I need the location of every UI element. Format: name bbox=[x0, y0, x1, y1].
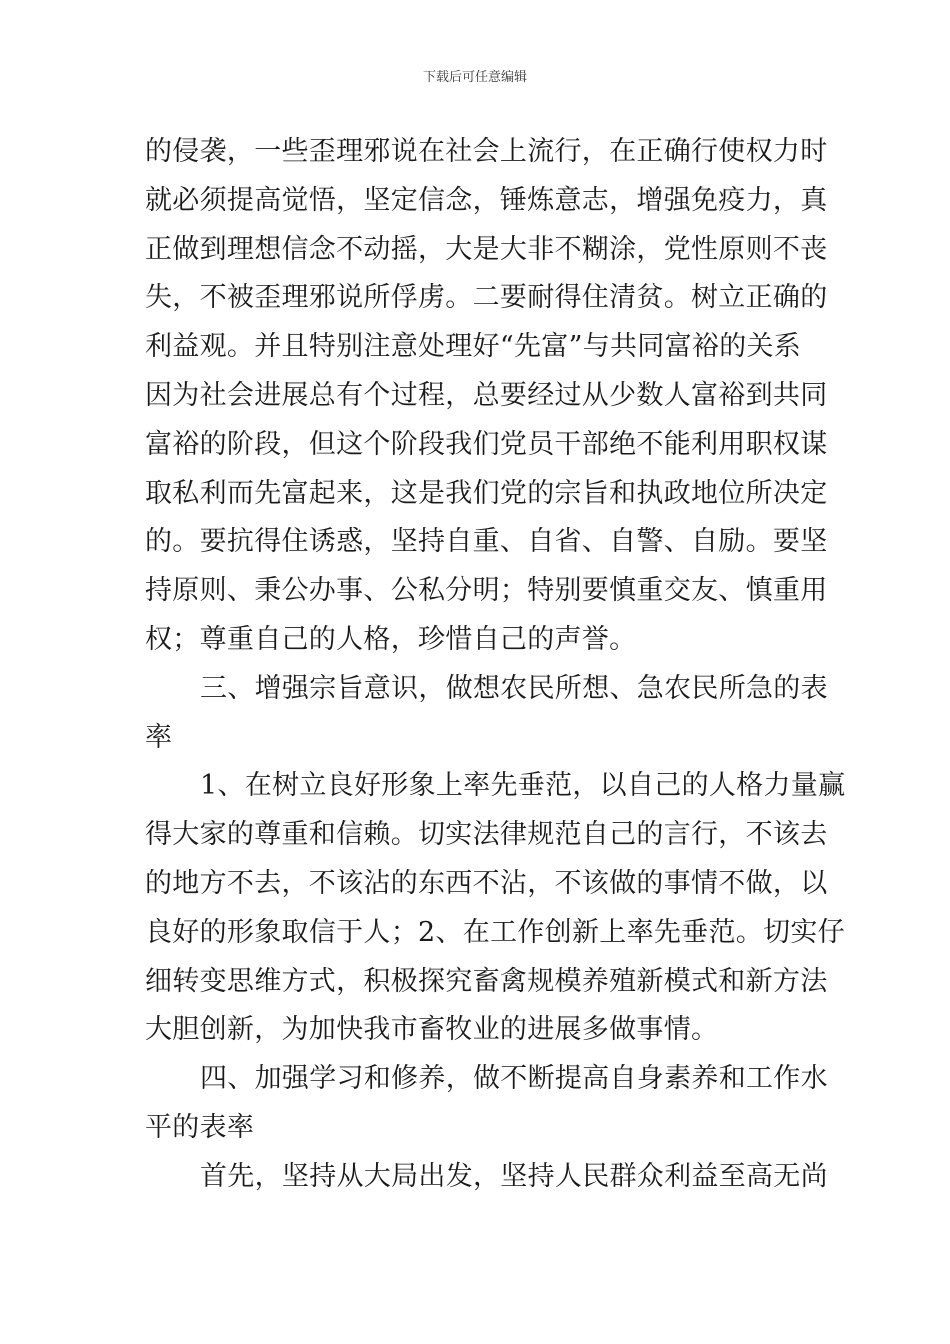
text-line: 大胆创新，为加快我市畜牧业的进展多做事情。 bbox=[145, 1014, 719, 1046]
text-line: 得大家的尊重和信赖。切实法律规范自己的言行，不该去 bbox=[145, 819, 828, 851]
text-line: 的。要抗得住诱惑，坚持自重、自省、自警、自励。要坚 bbox=[145, 526, 828, 558]
text-line: 的侵袭，一些歪理邪说在社会上流行，在正确行使权力时 bbox=[145, 136, 828, 167]
text-line: 正做到理想信念不动摇，大是大非不糊涂，党性原则不丧 bbox=[145, 233, 828, 265]
section-heading-4 bbox=[145, 1055, 828, 1153]
text-line: 1、在树立良好形象上率先垂范，以自己的人格力量赢 bbox=[200, 770, 846, 802]
text-line: 持原则、秉公办事、公私分明；特别要慎重交友、慎重用 bbox=[145, 575, 828, 607]
text-line: 细转变思维方式，积极探究畜禽规模养殖新模式和新方法 bbox=[145, 965, 828, 997]
paragraph-3 bbox=[145, 1153, 828, 1202]
text-line: 取私利而先富起来，这是我们党的宗旨和执政地位所决定 bbox=[145, 477, 828, 509]
section-heading-3 bbox=[145, 665, 828, 763]
text-line: 富裕的阶段，但这个阶段我们党员干部绝不能利用职权谋 bbox=[145, 428, 828, 460]
text-line: 率 bbox=[145, 721, 173, 753]
text-line: 平的表率 bbox=[145, 1111, 255, 1143]
paragraph-1 bbox=[145, 128, 828, 665]
paragraph-2 bbox=[145, 762, 846, 1055]
text-line: 失，不被歪理邪说所俘虏。二要耐得住清贫。树立正确的 bbox=[145, 282, 828, 314]
text-line: 四、加强学习和修养，做不断提高自身素养和工作水 bbox=[200, 1063, 828, 1095]
page-header: 下载后可任意编辑 bbox=[422, 70, 527, 85]
text-line: 利益观。并且特别注意处理好“先富”与共同富裕的关系 bbox=[145, 331, 802, 363]
document-body bbox=[145, 128, 846, 1202]
text-line: 良好的形象取信于人；2、在工作创新上率先垂范。切实仔 bbox=[145, 916, 845, 948]
text-line: 的地方不去，不该沾的东西不沾，不该做的事情不做，以 bbox=[145, 867, 828, 899]
text-line: 权；尊重自己的人格，珍惜自己的声誉。 bbox=[145, 623, 637, 655]
text-line: 三、增强宗旨意识，做想农民所想、急农民所急的表 bbox=[200, 672, 828, 704]
text-line: 因为社会进展总有个过程，总要经过从少数人富裕到共同 bbox=[145, 379, 828, 411]
text-line: 首先，坚持从大局出发，坚持人民群众利益至高无尚 bbox=[200, 1160, 828, 1192]
text-line: 就必须提高觉悟，坚定信念，锤炼意志，增强免疫力，真 bbox=[145, 184, 828, 216]
